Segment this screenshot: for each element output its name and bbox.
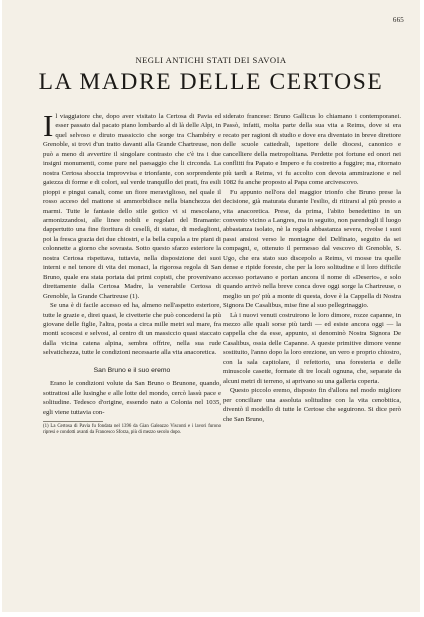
article-title: LA MADRE DELLE CERTOSE — [38, 69, 384, 95]
paragraph: Questo piccolo eremo, disposto fin d'allora nel modo migliore per conciliare una assoluta solitudine con la vita cenobitica, diventò il modello di tutte le Certose che seguirono. Si dice però che San Bruno, — [223, 387, 401, 423]
footnote-divider — [43, 421, 103, 422]
page-number: 665 — [392, 16, 404, 24]
opening-paragraph — [43, 108, 221, 301]
paragraph: Erano le condizioni volute da San Bruno o Brunone, quando, sottrattosi alle lusinghe e alle lotte del mondo, cercò lassù pace e solitudine. Tedesco d'origine, essendo nato a Colonia nel 1035, egli viene tuttavia con- — [43, 380, 221, 416]
paragraph: Se una è di facile accesso ed ha, almeno nell'aspetto esteriore, tutte le grazie e, direi quasi, le civetterie che può concedersi la più giovane delle figlie, l'altra, posta a circa mille metri sul mare, fra monti scoscesi e selvosi, al centro di un massiccio quasi staccato dalla vicina catena alpina, sembra offrire, nella sua rude selvatichezza, tutte le condizioni necessarie alla vita anacoretica. — [43, 302, 221, 357]
left-column — [43, 108, 221, 435]
right-column — [223, 112, 401, 424]
footnote: (1) La Certosa di Pavia fu fondata nel 1396 da Gian Galeazzo Visconti e i lavori furono ripresi e condotti avanti da Francesco Sforza, più di mezzo secolo dopo. — [43, 424, 221, 435]
paragraph: Là i nuovi venuti costruirono le loro dimore, rozze capanne, in mezzo alle quali sorse più tardi — ed esiste ancora oggi — la cappella che da esse, appunto, si denominò Nostra Signora De Casalibus, ossia delle Capanne. A queste primitive dimore venne sostituito, l'anno dopo la loro erezione, un vero e proprio chiostro, con la sala capitolare, il refettorio, una foresteria e delle minuscole casette, formate di tre locali ognuna, che, separate da alcuni metri di terreno, si aprivano su una galleria coperta. — [223, 311, 401, 385]
paragraph: Fu appunto nell'ora del maggior trionfo che Bruno prese la decisione, già maturata durante l'esilio, di ritirarsi al più presto a vita anacoretica. Prese, da prima, l'abito benedettino in un convento vicino a Langres, ma in seguito, non parendogli il luogo abbastanza isolato, nè la regola abbastanza severa, rivolse i suoi passi ansiosi verso le montagne del Delfinato, seguito da sei compagni, e, ottenuto il permesso dal vescovo di Grenoble, S. Ugo, che era stato suo discepolo a Reims, vi mosse tra quelle dense e ripide foreste, che per la loro solitudine e il loro difficile accesso portavano e portan ancora il nome di «Deserto», e solo quando arrivò nella breve conca dove oggi sorge la Chartreuse, o meglio un po' più a monte di questa, dove è la Cappella di Nostra Signora De Casalibus, mise fine al suo pellegrinaggio. — [223, 188, 401, 310]
drop-cap: I — [43, 108, 54, 143]
section-subheading: San Bruno e il suo eremo — [93, 366, 171, 374]
magazine-page — [2, 0, 420, 612]
paragraph-text: l viaggiatore che, dopo aver visitato la Certosa di Pavia ed esser passato dal pacato piano lombardo al di là delle Alpi, in quel selvoso e diruto massiccio che sorge tra Chambéry e Grenoble, si trovi d'un tratto davanti alla Grande Chartreuse, non può a meno di avvertire il singolare contrasto che c'è tra i due insigni monumenti, come pure nel paesaggio che li circonda. La nostra Certosa sboccia improvvisa e trionfante, con sorprendente gaiezza di forme e di colori, sul verde tranquillo dei prati, fra esili pioppi e pingui canali, come un fiore meraviglioso, nel quale il rosso acceso del mattone si ammorbidisce nella bianchezza dei marmi. Tutte le fantasie dello stile gotico vi si mescolano, armonizzandosi, alle linee nobili e regolari del Bramante: dappertutto una fine fioritura di cesellì, di statue, di medaglioni, poi la fresca grazia dei due chiostri, e la bella cupola a tre piani di colonnette a giorno che sovrasta. Sotto questo sfarzo esteriore la nostra Certosa rispettava, tuttavia, nella disposizione dei suoi interni e nel tenore di vita dei monaci, la rigorosa regola di San Bruno, quale era stata portata dai primi copisti, che provenivano direttamente dalla Certosa Madre, la venerabile Certosa di Grenoble, la Grande Chartreuse (1). — [43, 113, 221, 300]
paragraph: siderato francese: Bruno Gallicus lo chiamano i contemporanei. Passò, infatti, molta parte della sua vita a Reims, dove si era recato per ragioni di studio e dove era diventato in breve direttore delle scuole cattedrali, ispettore delle diocesi, canonico e cancelliere della metropolitana. Perdette poi fortune ed onori nei conflitti fra Papato e Impero e fu costretto a fuggire; ma, ritornato più tardi a Reims, vi fu accolto con devota ammirazione e nel 1082 fu anche proposto al Papa come arcivescovo. — [223, 113, 401, 187]
section-kicker: NEGLI ANTICHI STATI DEI SAVOIA — [135, 55, 287, 65]
